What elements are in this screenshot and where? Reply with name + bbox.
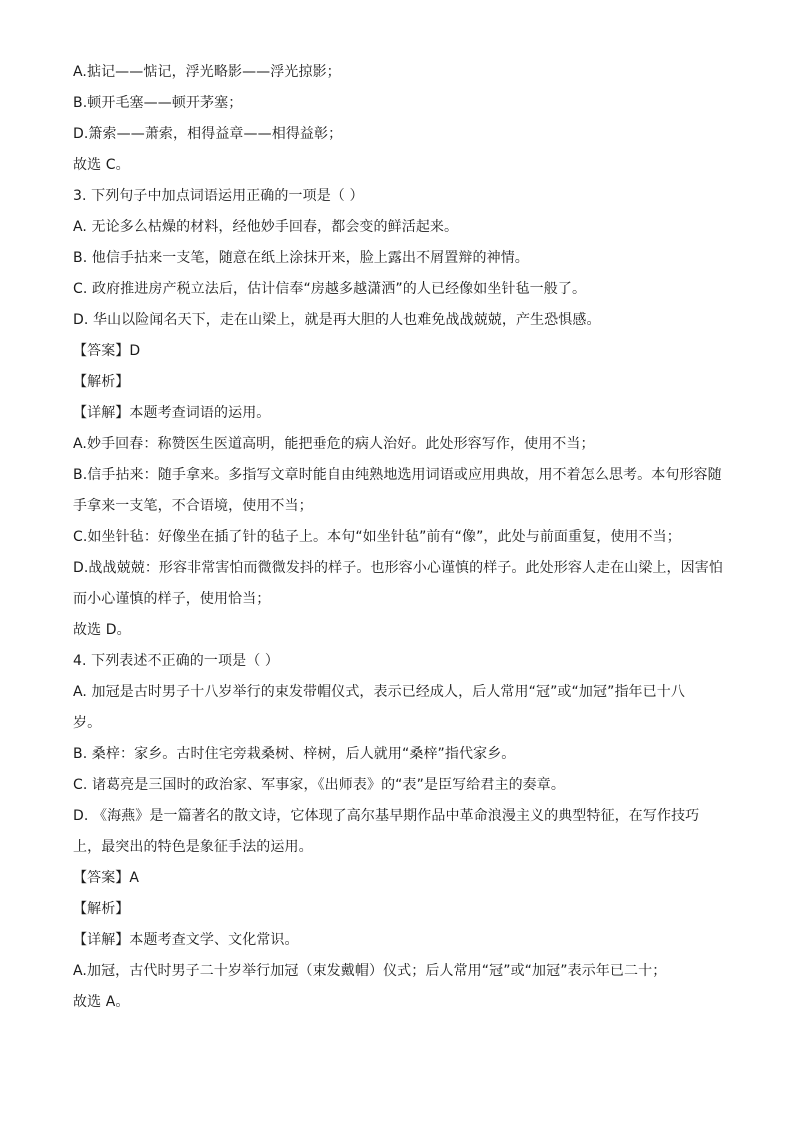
analysis-heading: 【解析】 <box>73 374 130 390</box>
text-line: A.妙手回春：称赞医生医道高明，能把垂危的病人治好。此处形容写作，使用不当； <box>73 436 595 452</box>
detail-line: 【详解】本题考查文学、文化常识。 <box>73 932 299 948</box>
answer-line: 【答案】A <box>73 870 140 886</box>
detail-line: 【详解】本题考查词语的运用。 <box>73 405 271 421</box>
text-line: D.战战兢兢：形容非常害怕而微微发抖的样子。也形容小心谨慎的样子。此处形容人走在山梁上，因害怕 <box>73 560 723 576</box>
option-line: C. 诸葛亮是三国时的政治家、军事家，《出师表》的“表”是臣写给君主的奏章。 <box>73 777 565 793</box>
option-line: A. 无论多么枯燥的材料，经他妙手回春，都会变的鲜活起来。 <box>73 219 459 235</box>
analysis-heading: 【解析】 <box>73 901 130 917</box>
text-line: A.加冠，古代时男子二十岁举行加冠（束发戴帽）仪式；后人常用“冠”或“加冠”表示年已二十； <box>73 963 667 979</box>
text-line: B.顿开毛塞——顿开茅塞； <box>73 95 243 111</box>
question-stem: 4. 下列表述不正确的一项是（ ） <box>73 653 279 669</box>
text-line: 手拿来一支笔，不合语境，使用不当； <box>73 498 313 514</box>
option-line: 上，最突出的特色是象征手法的运用。 <box>73 839 313 855</box>
text-line: B.信手拈来：随手拿来。多指写文章时能自由纯熟地选用词语或应用典故，用不着怎么思考。本句形容随 <box>73 467 722 483</box>
option-line: D. 华山以险闻名天下，走在山梁上，就是再大胆的人也难免战战兢兢，产生恐惧感。 <box>73 312 601 328</box>
answer-line: 【答案】D <box>73 343 141 359</box>
option-line: A. 加冠是古时男子十八岁举行的束发带帽仪式，表示已经成人，后人常用“冠”或“加冠”指年已十八 <box>73 684 685 700</box>
text-line: 故选 D。 <box>73 622 131 638</box>
option-line: 岁。 <box>73 715 102 731</box>
option-line: C. 政府推进房产税立法后，估计信奉“房越多越潇洒”的人已经像如坐针毡一般了。 <box>73 281 587 297</box>
text-line: A.掂记——惦记，浮光略影——浮光掠影； <box>73 64 341 80</box>
option-line: B. 桑梓：家乡。古时住宅旁栽桑树、梓树，后人就用“桑梓”指代家乡。 <box>73 746 516 762</box>
option-line: B. 他信手拈来一支笔，随意在纸上涂抹开来，脸上露出不屑置辩的神情。 <box>73 250 529 266</box>
document-body <box>73 62 733 1012</box>
text-line: D.箫索——萧索，相得益章——相得益彰； <box>73 126 343 142</box>
question-stem: 3. 下列句子中加点词语运用正确的一项是（ ） <box>73 188 364 204</box>
text-line: C.如坐针毡：好像坐在插了针的毡子上。本句“如坐针毡”前有“像”，此处与前面重复，使用不当； <box>73 529 681 545</box>
text-line: 故选 A。 <box>73 994 130 1010</box>
text-line: 故选 C。 <box>73 157 130 173</box>
option-line: D. 《海燕》是一篇著名的散文诗，它体现了高尔基早期作品中革命浪漫主义的典型特征，在写作技巧 <box>73 808 700 824</box>
text-line: 而小心谨慎的样子，使用恰当； <box>73 591 271 607</box>
